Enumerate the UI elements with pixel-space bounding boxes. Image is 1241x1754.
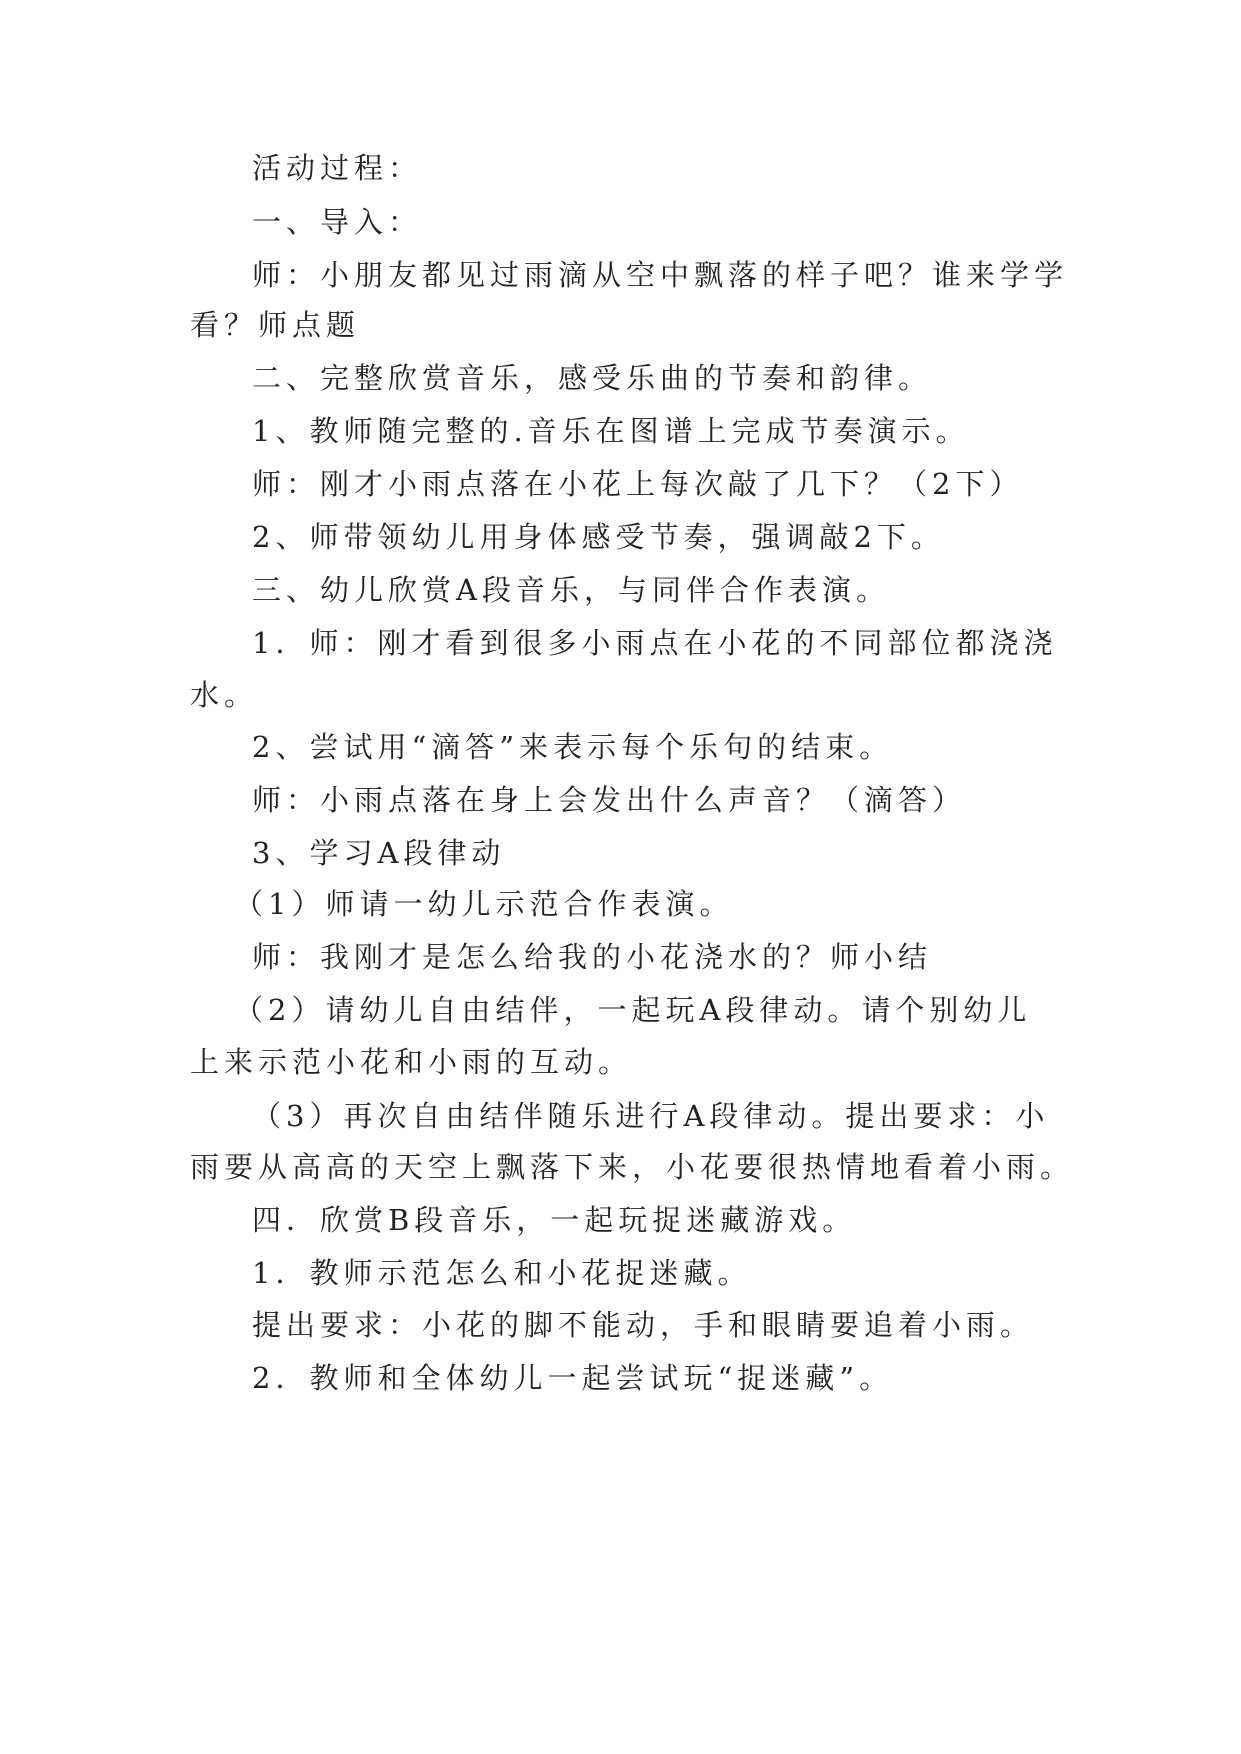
heading-activity-process: 活动过程： (252, 151, 423, 185)
section-heading-intro: 一、导入： (252, 205, 423, 239)
paragraph-line: 师：我刚才是怎么给我的小花浇水的？师小结 (252, 940, 933, 974)
paragraph-line: 2、师带领幼儿用身体感受节奏，强调敲2下。 (252, 520, 945, 554)
paragraph-line: 师：小雨点落在身上会发出什么声音？（滴答） (252, 783, 967, 817)
paragraph-line: 提出要求：小花的脚不能动，手和眼睛要追着小雨。 (252, 1308, 1035, 1342)
paragraph-line: 1、教师随完整的.音乐在图谱上完成节奏演示。 (252, 414, 970, 448)
paragraph-line: （3）再次自由结伴随乐进行A段律动。提出要求：小 (252, 1099, 1050, 1133)
paragraph-line: 2．教师和全体幼儿一起尝试玩“捉迷藏”。 (252, 1361, 894, 1395)
paragraph-line: 雨要从高高的天空上飘落下来，小花要很热情地看着小雨。 (190, 1150, 1075, 1184)
paragraph-line: 师：刚才小雨点落在小花上每次敲了几下？（2下） (252, 467, 1024, 501)
paragraph-line: 1．师：刚才看到很多小雨点在小花的不同部位都浇浇 (252, 626, 1058, 660)
section-heading-part-a: 三、幼儿欣赏A段音乐，与同伴合作表演。 (252, 573, 890, 607)
paragraph-line: 师：小朋友都见过雨滴从空中飘落的样子吧？谁来学学 (252, 258, 1069, 292)
section-heading-appreciation: 二、完整欣赏音乐，感受乐曲的节奏和韵律。 (252, 361, 933, 395)
paragraph-line: （1）师请一幼儿示范合作表演。 (234, 887, 734, 921)
section-heading-part-b: 四．欣赏B段音乐，一起玩捉迷藏游戏。 (252, 1203, 857, 1237)
paragraph-line: 上来示范小花和小雨的互动。 (190, 1045, 633, 1079)
paragraph-line: （2）请幼儿自由结伴，一起玩A段律动。请个别幼儿 (234, 993, 1032, 1027)
paragraph-line: 3、学习A段律动 (252, 836, 506, 870)
paragraph-line: 水。 (190, 678, 259, 712)
paragraph-line: 1．教师示范怎么和小花捉迷藏。 (252, 1256, 752, 1290)
paragraph-line: 看？师点题 (190, 308, 361, 342)
paragraph-line: 2、尝试用“滴答”来表示每个乐句的结束。 (252, 730, 894, 764)
